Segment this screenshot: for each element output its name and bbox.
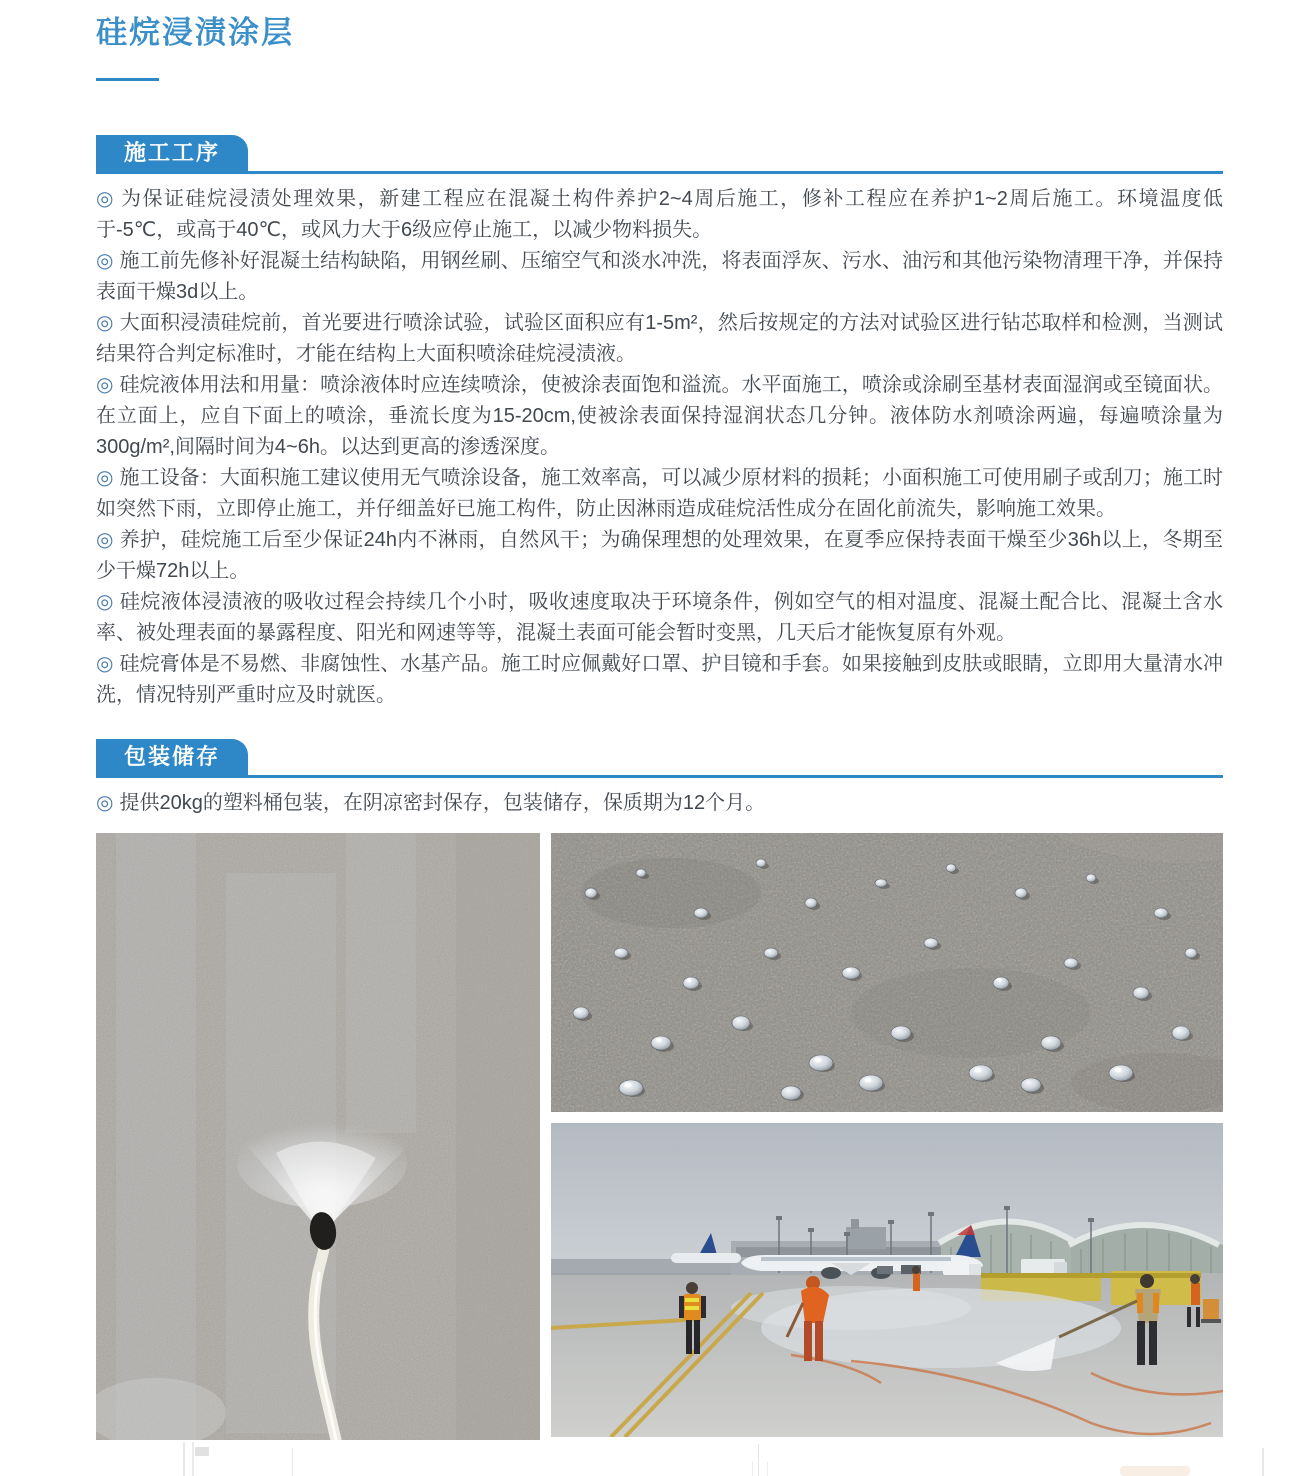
bullseye-bullet-icon: ◎ (96, 312, 114, 334)
bullseye-bullet-icon: ◎ (96, 467, 114, 489)
paragraph-text: 硅烷膏体是不易燃、非腐蚀性、水基产品。施工时应佩戴好口罩、护目镜和手套。如果接触到皮肤或眼睛，立即用大量清水冲洗，情况特别严重时应及时就医。 (96, 653, 1224, 706)
paragraph-text: 养护，硅烷施工后至少保证24h内不淋雨，自然风干；为确保理想的处理效果，在夏季应保持表面干燥至少36h以上，冬期至少干燥72h以上。 (96, 529, 1223, 582)
procedure-paragraph (96, 587, 1223, 649)
title-underline (96, 78, 159, 81)
page-bottom-ghost-marks (1120, 1466, 1190, 1476)
page-title: 硅烷浸渍涂层 (96, 15, 294, 50)
bullseye-bullet-icon: ◎ (96, 591, 114, 613)
packaging-paragraph (96, 788, 1223, 819)
procedure-paragraph (96, 370, 1223, 463)
paragraph-text: 提供20kg的塑料桶包装，在阴凉密封保存，包装储存，保质期为12个月。 (119, 792, 766, 814)
paragraph-text: 施工前先修补好混凝土结构缺陷，用钢丝刷、压缩空气和淡水冲洗，将表面浮灰、污水、油污和其他污染物清理干净，并保持表面干燥3d以上。 (96, 250, 1224, 303)
photo-airport-apron-spraying (551, 1123, 1223, 1437)
page-bottom-ghost-marks (183, 1442, 185, 1476)
paragraph-text: 硅烷液体用法和用量：喷涂液体时应连续喷涂，使被涂表面饱和溢流。水平面施工，喷涂或涂刷至基材表面湿润或至镜面状。在立面上，应自下面上的喷涂，垂流长度为15-20cm,使被涂表面保持湿润状态几分钟。液体防水剂喷涂两遍，每遍喷涂量为300g/m²,间隔时间为4~6h。以达到更高的渗透深度。 (96, 374, 1224, 458)
procedure-paragraph (96, 525, 1223, 587)
section-badge-packaging: 包装储存 (96, 739, 248, 775)
procedure-paragraph (96, 308, 1223, 370)
page-bottom-ghost-marks (752, 1462, 768, 1476)
page-bottom-ghost-marks (195, 1447, 209, 1456)
section-header-construction (96, 135, 1223, 174)
procedure-paragraph (96, 246, 1223, 308)
worker-distant (912, 1266, 920, 1291)
procedure-paragraph (96, 649, 1223, 711)
bullseye-bullet-icon: ◎ (96, 188, 115, 210)
procedure-paragraph (96, 463, 1223, 525)
construction-paragraphs (96, 184, 1223, 711)
paragraph-text: 为保证硅烷浸渍处理效果，新建工程应在混凝土构件养护2~4周后施工，修补工程应在养护1~2周后施工。环境温度低于-5℃，或高于40℃，或风力大于6级应停止施工，以减少物料损失。 (96, 188, 1223, 241)
procedure-paragraph (96, 184, 1223, 246)
bullseye-bullet-icon: ◎ (96, 792, 114, 814)
section-badge-construction: 施工工序 (96, 135, 248, 171)
photo-hydrophobic-droplets (551, 833, 1223, 1112)
paragraph-text: 施工设备：大面积施工建议使用无气喷涂设备，施工效率高，可以减少原材料的损耗；小面积施工可使用刷子或刮刀；施工时如突然下雨，立即停止施工，并仔细盖好已施工构件，防止因淋雨造成硅烷活性成分在固化前流失，影响施工效果。 (96, 467, 1224, 520)
paragraph-text: 大面积浸渍硅烷前，首光要进行喷涂试验，试验区面积应有1-5m²，然后按规定的方法对试验区进行钻芯取样和检测，当测试结果符合判定标准时，才能在结构上大面积喷涂硅烷浸渍液。 (96, 312, 1223, 365)
bullseye-bullet-icon: ◎ (96, 529, 114, 551)
section-header-packaging (96, 739, 1223, 778)
bullseye-bullet-icon: ◎ (96, 250, 114, 272)
page-bottom-ghost-marks (192, 1442, 194, 1476)
page-bottom-ghost-marks (292, 1448, 293, 1476)
paragraph-text: 硅烷液体浸渍液的吸收过程会持续几个小时，吸收速度取决于环境条件，例如空气的相对温度、混凝土配合比、混凝土含水率、被处理表面的暴露程度、阳光和网速等等，混凝土表面可能会暂时变黑，几天后才能恢复原有外观。 (96, 591, 1224, 644)
bullseye-bullet-icon: ◎ (96, 374, 114, 396)
packaging-paragraphs (96, 788, 1223, 819)
bullseye-bullet-icon: ◎ (96, 653, 114, 675)
page-bottom-ghost-marks (1262, 1448, 1264, 1476)
page-bottom-ghost-marks (758, 1444, 759, 1476)
photo-wall-spraying (96, 833, 540, 1440)
